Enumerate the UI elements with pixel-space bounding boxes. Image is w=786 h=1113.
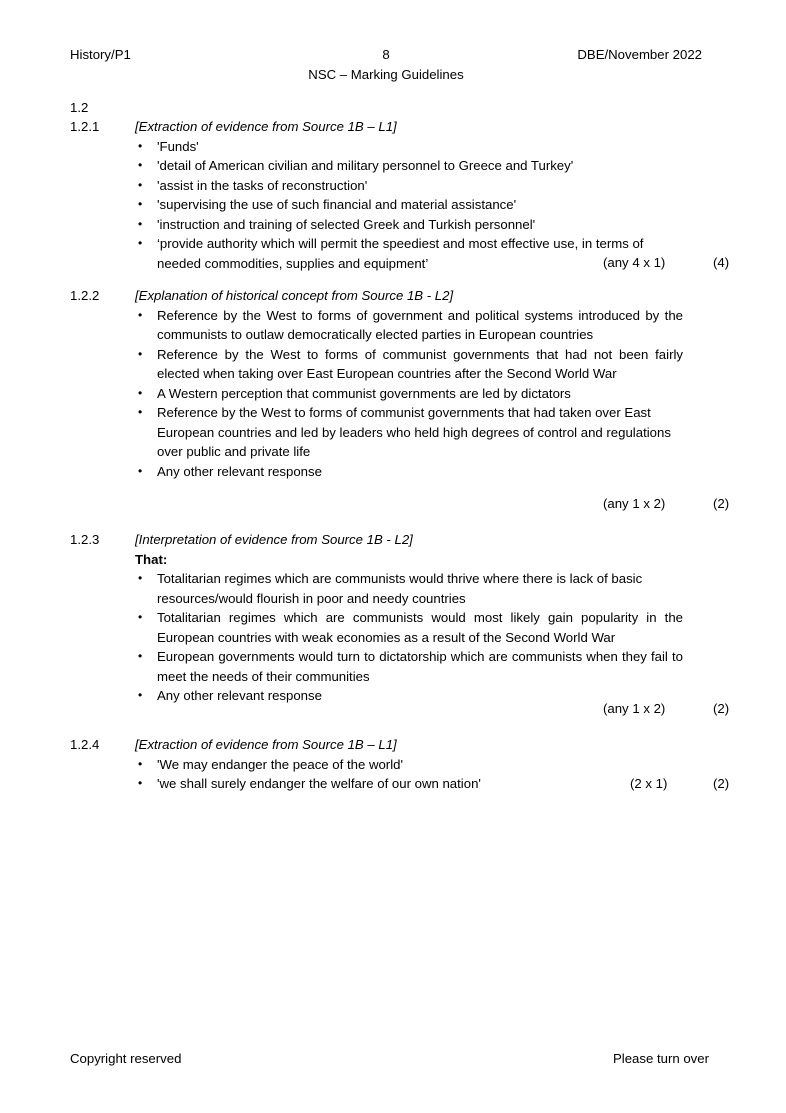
answer-list-1-2-4 (135, 755, 683, 794)
list-item (135, 686, 683, 706)
question-number-1-2-4: 1.2.4 (70, 737, 100, 752)
question-number-1-2-3: 1.2.3 (70, 532, 100, 547)
list-item (135, 384, 683, 404)
list-item (135, 156, 683, 176)
section-heading-1-2-4: [Extraction of evidence from Source 1B – L1] (135, 737, 397, 752)
header-exam-session: DBE/November 2022 (577, 47, 702, 62)
list-item (135, 234, 683, 273)
answer-list-1-2-2 (135, 306, 683, 482)
list-item (135, 755, 683, 775)
footer-copyright: Copyright reserved (70, 1051, 182, 1066)
list-item (135, 403, 683, 462)
marks-total-1-2-1: (4) (713, 255, 730, 270)
answer-text: • Reference by the West to forms of communist governments that had not been fairly elected when taking over East European countries after the Second World War (157, 346, 683, 381)
answer-text: • Reference by the West to forms of government and political systems introduced by the communists to outlaw democratically elected parties in European countries (157, 307, 683, 342)
answer-text: • Reference by the West to forms of communist governments that had taken over East European countries and led by leaders who held high degrees of control and regulations over public and private life (157, 405, 671, 459)
marks-allocation-1-2-3: (any 1 x 2) (603, 701, 666, 716)
list-item (135, 569, 683, 608)
answer-text-body: ‘provide authority which will permit the speediest and most effective use, in terms of needed commodities, supplies and equipment’ (157, 236, 644, 271)
header-row-top (70, 45, 702, 65)
marks-allocation-1-2-4: (2 x 1) (630, 776, 668, 791)
marks-allocation-1-2-2: (any 1 x 2) (603, 496, 666, 511)
header-subject: History/P1 (70, 47, 131, 62)
section-1-2-1 (135, 117, 683, 273)
answer-text: • Any other relevant response (157, 688, 322, 703)
answer-text: • 'Funds' (157, 138, 199, 154)
marks-allocation-1-2-1: (any 4 x 1) (603, 255, 666, 270)
list-item (135, 647, 683, 686)
answer-text: • Totalitarian regimes which are communists would thrive where there is lack of basic resources/would flourish in poor and needy countries (157, 571, 643, 606)
section-heading-1-2-2: [Explanation of historical concept from Source 1B - L2] (135, 288, 454, 303)
marks-total-1-2-3: (2) (713, 701, 730, 716)
section-heading-1-2-1: [Extraction of evidence from Source 1B – L1] (135, 119, 397, 134)
list-item (135, 306, 683, 345)
header-page-number: 8 (382, 47, 390, 62)
answer-text: • 'We may endanger the peace of the world' (157, 756, 403, 772)
list-item (135, 215, 683, 235)
footer-turn-over: Please turn over (612, 1051, 709, 1066)
answer-text: • 'detail of American civilian and military personnel to Greece and Turkey' (157, 158, 574, 173)
section-subheading-1-2-3: That: (135, 551, 168, 567)
list-item (135, 195, 683, 215)
answer-text: • 'instruction and training of selected Greek and Turkish personnel' (157, 216, 536, 232)
answer-text: • 'supervising the use of such financial and material assistance' (157, 197, 517, 212)
section-1-2-3 (135, 530, 683, 706)
answer-list-1-2-1 (135, 137, 683, 274)
question-number-1-2-2: 1.2.2 (70, 288, 100, 303)
list-item (135, 176, 683, 196)
list-item (135, 774, 683, 794)
list-item (135, 345, 683, 384)
header-document-title: NSC – Marking Guidelines (308, 67, 464, 82)
section-heading-1-2-3: [Interpretation of evidence from Source 1B - L2] (135, 532, 413, 547)
page-header (70, 45, 702, 85)
question-group-number: 1.2 (70, 100, 89, 115)
section-1-2-2 (135, 286, 683, 481)
answer-text: • Any other relevant response (157, 463, 322, 479)
answer-text: • 'assist in the tasks of reconstruction' (157, 177, 368, 193)
section-1-2-4 (135, 735, 683, 794)
list-item (135, 462, 683, 482)
answer-text: • A Western perception that communist governments are led by dictators (157, 385, 571, 401)
list-item (135, 608, 683, 647)
answer-text: • European governments would turn to dictatorship which are communists when they fail to meet the needs of their communities (157, 649, 683, 684)
marks-total-1-2-2: (2) (713, 496, 730, 511)
answer-text: • 'we shall surely endanger the welfare of our own nation' (157, 776, 481, 791)
marks-total-1-2-4: (2) (713, 776, 730, 791)
list-item (135, 137, 683, 157)
question-number-1-2-1: 1.2.1 (70, 119, 100, 134)
answer-list-1-2-3 (135, 569, 683, 706)
answer-text: • Totalitarian regimes which are communists would most likely gain popularity in the European countries with weak economies as a result of the Second World War (157, 610, 683, 645)
